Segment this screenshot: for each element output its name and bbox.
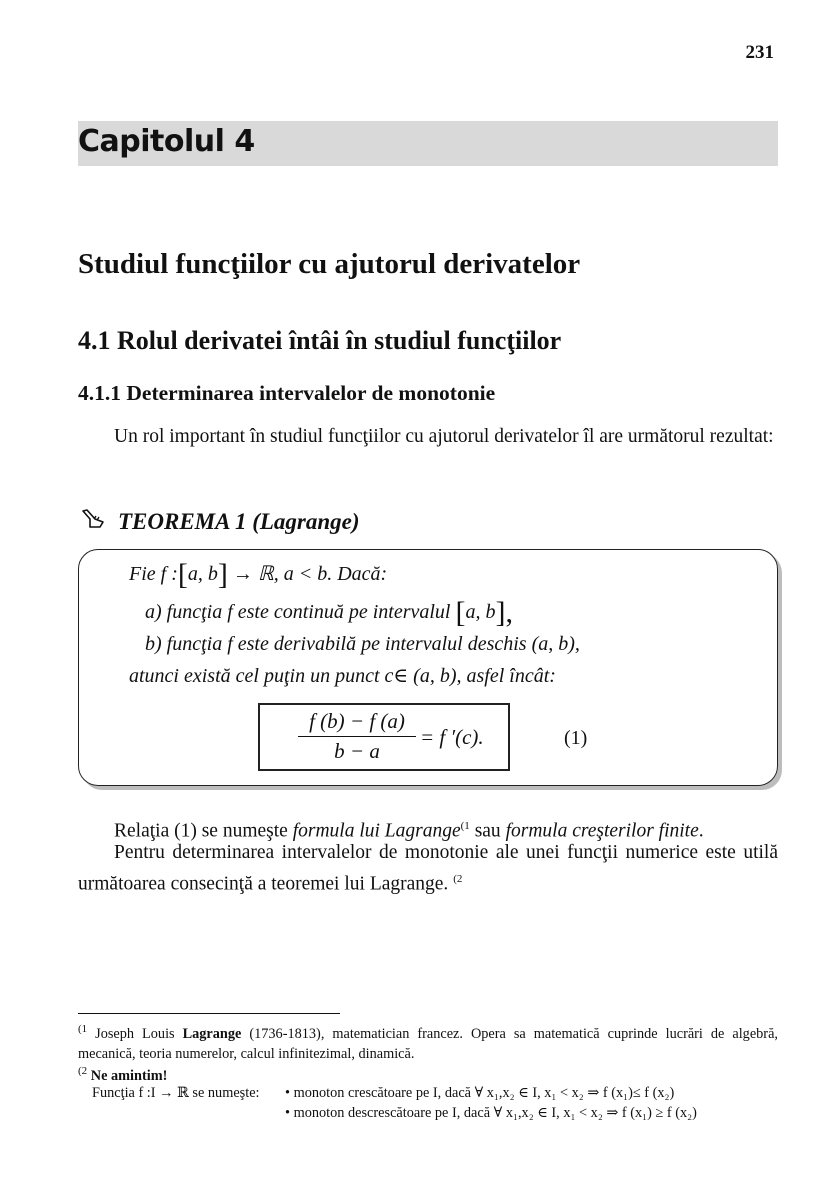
term-italic: formula creşterilor finite [505,820,699,842]
theorem-conclusion: atunci există cel puţin un punct c∈ (a, b), asfel încât: [129,665,556,687]
formula-box [258,703,510,771]
formula-fraction [298,709,416,764]
text: Pentru determinarea intervalelor de monotonie ale unei funcţii numerice este utilă următoarea consecinţă a teoremei lui Lagrange. [78,842,778,895]
footnote-marker: (1 [78,1023,88,1035]
bracket-open: [ [177,558,188,591]
text: (1736-1813), matematician francez. Opera sa matematică cuprinde lucrări de algebră, mecanică, teoria numerelor, calcul infinitezimal, dinamică. [78,1025,778,1062]
footnote-ref: (1 [460,820,470,832]
condition-a-text: a) funcţia f este continuă pe intervalul [145,601,451,623]
footnote-divider [78,1013,340,1014]
footnote-1 [78,1019,778,1064]
hypothesis-suffix: → ℝ, a < b. Dacă: [232,563,388,585]
bold-name: Lagrange [182,1025,242,1042]
hypothesis-prefix: Fie f : [129,563,178,585]
condition-b: b) funcţia f este derivabilă pe intervalul deschis (a, b), [145,633,580,655]
interval-text: a, b [465,601,496,623]
term-italic: formula lui Lagrange [292,820,461,842]
section-title: 4.1 Rolul derivatei întâi în studiul funcţiilor [78,326,562,355]
footnote-marker: (2 [78,1065,88,1077]
footnote-2-item-2: • monoton descrescătoare pe I, dacă ∀ x₁,x₂ ∈ I, x₁ < x₂ ⇒ f (x₁) ≥ f (x₂) [285,1105,697,1121]
footnote-ref: (2 [453,873,463,885]
theorem-hypothesis [129,558,387,592]
theorem-heading [80,508,360,536]
equation-number: (1) [564,727,588,749]
bold-note: Ne amintim! [90,1067,168,1084]
footnote-2-item-1: • monoton crescătoare pe I, dacă ∀ x₁,x₂ ∈ I, x₁ < x₂ ⇒ f (x₁)≤ f (x₂) [285,1085,675,1101]
paragraph-consequence [78,840,778,898]
pointing-hand-icon [80,508,106,536]
interval-text: a, b [187,563,218,585]
intro-paragraph: Un rol important în studiul funcţiilor cu ajutorul derivatelor îl are următorul rezultat: [114,426,774,447]
bracket-close: ], [495,596,513,629]
bracket-close: ] [217,558,228,591]
footnote-2-lead: Funcţia f :I → ℝ se numeşte: [92,1085,260,1101]
formula-denominator: b − a [334,739,380,763]
main-title: Studiul funcţiilor cu ajutorul derivatelor [78,248,581,280]
text: . [698,820,704,842]
chapter-title: Capitolul 4 [78,124,255,159]
text: Joseph Louis [87,1025,183,1042]
formula-rhs: = f ′(c). [420,725,484,749]
formula-numerator: f (b) − f (a) [298,709,416,737]
subsection-title: 4.1.1 Determinarea intervalelor de monotonie [78,381,496,405]
text: sau [469,820,506,842]
text: Relaţia (1) se numeşte [114,820,293,842]
condition-a [145,596,513,630]
theorem-title: TEOREMA 1 (Lagrange) [118,509,360,534]
bracket-open: [ [455,596,466,629]
page-number: 231 [745,42,774,63]
